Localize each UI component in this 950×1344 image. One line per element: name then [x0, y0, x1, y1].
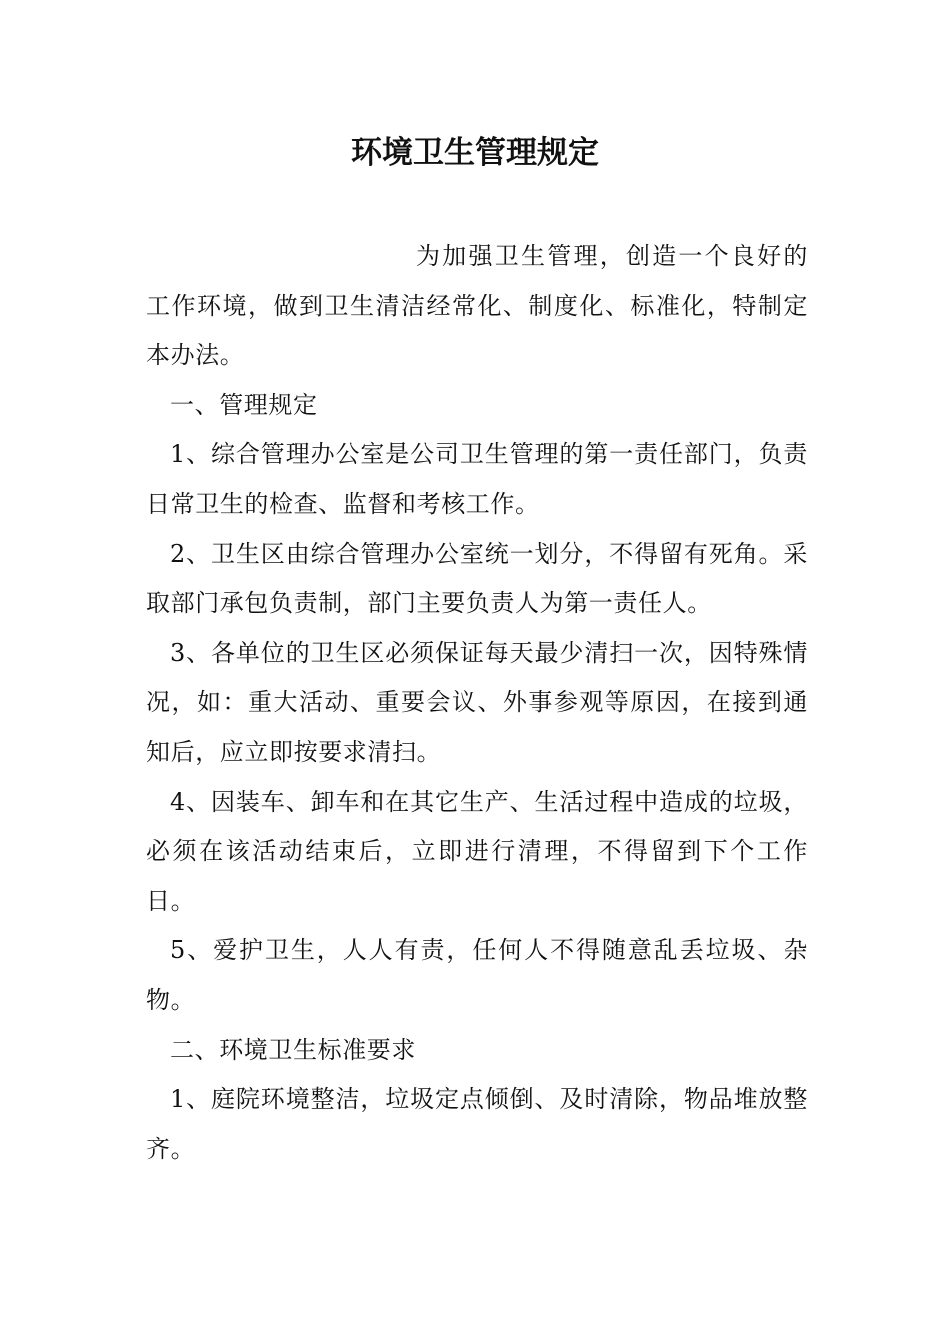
rule-paragraph-4: 4、因装车、卸车和在其它生产、生活过程中造成的垃圾，必须在该活动结束后，立即进行清理，不得留到下个工作日。 — [146, 787, 808, 915]
document-title: 环境卫生管理规定 — [351, 135, 599, 171]
document-body — [146, 232, 808, 1174]
intro-paragraph: 为加强卫生管理，创造一个良好的工作环境，做到卫生清洁经常化、制度化、标准化，特制定本办法。 — [146, 242, 808, 370]
section-heading-hygiene-standards: 二、环境卫生标准要求 — [170, 1035, 416, 1064]
rule-paragraph-5: 5、爱护卫生，人人有责，任何人不得随意乱丢垃圾、杂物。 — [146, 936, 808, 1014]
rule-paragraph-2: 2、卫生区由综合管理办公室统一划分，不得留有死角。采取部门承包负责制，部门主要负责人为第一责任人。 — [146, 539, 808, 618]
rule-paragraph-1: 1、综合管理办公室是公司卫生管理的第一责任部门，负责日常卫生的检查、监督和考核工作。 — [146, 440, 808, 518]
rule-paragraph-3: 3、各单位的卫生区必须保证每天最少清扫一次，因特殊情况，如：重大活动、重要会议、外事参观等原因，在接到通知后，应立即按要求清扫。 — [146, 638, 808, 766]
standard-paragraph-1: 1、庭院环境整洁，垃圾定点倾倒、及时清除，物品堆放整齐。 — [146, 1085, 808, 1163]
section-heading-management-rules: 一、管理规定 — [170, 390, 318, 419]
